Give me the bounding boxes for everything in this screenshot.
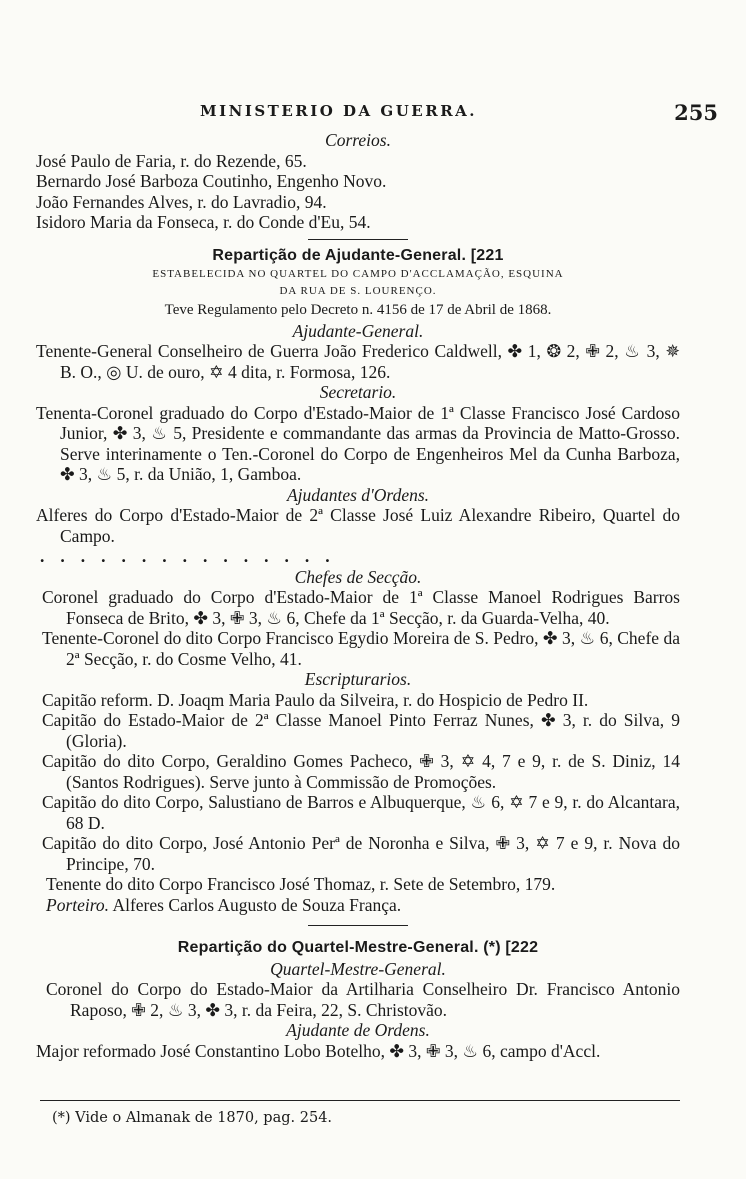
section-subtitle: Quartel-Mestre-General. xyxy=(270,958,446,979)
porteiro-text: Alferes Carlos Augusto de Souza França. xyxy=(109,894,402,915)
list-item: Coronel do Corpo do Estado-Maior da Artilharia Conselheiro Dr. Francisco Antonio Raposo, ✙ 2, ♨ 3, ✤ 3, r. da Feira, 22, S. Christovão. xyxy=(46,979,680,1020)
list-item: Tenente-General Conselheiro de Guerra João Frederico Caldwell, ✤ 1, ❂ 2, ✙ 2, ♨ 3, ✵ B. O., ◎ U. de ouro, ✡ 4 dita, r. Formosa, 126. xyxy=(36,341,680,382)
porteiro-line xyxy=(46,895,680,916)
porteiro-label: Porteiro. xyxy=(46,894,110,915)
list-item: Major reformado José Constantino Lobo Botelho, ✤ 3, ✙ 3, ♨ 6, campo d'Accl. xyxy=(36,1040,601,1061)
divider xyxy=(308,239,408,240)
list-item: Tenenta-Coronel graduado do Corpo d'Estado-Maior de 1ª Classe Francisco José Cardoso Junior, ✤ 3, ♨ 5, Presidente e commandante das armas da Provincia de Matto-Grosso. Serve interinamente o Ten.-Coronel do Corpo de Engenheiros Mel da Cunha Barboza, ✤ 3, ♨ 5, r. da União, 1, Gamboa. xyxy=(36,402,680,484)
list-item: Alferes do Corpo d'Estado-Maior de 2ª Classe José Luiz Alexandre Ribeiro, Quartel do Campo. xyxy=(36,505,680,546)
section-subtitle: Correios. xyxy=(325,130,391,150)
main-content xyxy=(36,130,680,1061)
establishment-line: DA RUA DE S. LOURENÇO. xyxy=(279,285,437,297)
dotted-separator: ............... xyxy=(40,546,346,566)
list-item: Tenente-Coronel do dito Corpo Francisco Egydio Moreira de S. Pedro, ✤ 3, ♨ 6, Chefe da 2ª Secção, r. do Cosme Velho, 41. xyxy=(42,628,680,669)
list-item: José Paulo de Faria, r. do Rezende, 65. xyxy=(36,150,307,171)
establishment-line: ESTABELECIDA NO QUARTEL DO CAMPO D'ACCLAMAÇÃO, ESQUINA xyxy=(152,268,564,280)
list-item: Isidoro Maria da Fonseca, r. do Conde d'Eu, 54. xyxy=(36,212,371,232)
footnote-divider xyxy=(40,1100,680,1101)
list-item: Capitão do Estado-Maior de 2ª Classe Manoel Pinto Ferraz Nunes, ✤ 3, r. do Silva, 9 (Gloria). xyxy=(42,710,680,751)
list-item: João Fernandes Alves, r. do Lavradio, 94. xyxy=(36,191,327,212)
section-subtitle: Secretario. xyxy=(319,382,397,402)
section-heading: Repartição de Ajudante-General. [221 xyxy=(212,246,504,264)
footnote: (*) Vide o Almanak de 1870, pag. 254. xyxy=(52,1110,333,1126)
list-item: Capitão do dito Corpo, José Antonio Perª de Noronha e Silva, ✙ 3, ✡ 7 e 9, r. Nova do Principe, 70. xyxy=(42,833,680,874)
list-item: Tenente do dito Corpo Francisco José Thomaz, r. Sete de Setembro, 179. xyxy=(46,874,556,894)
page-header xyxy=(0,100,746,130)
divider xyxy=(308,925,408,926)
list-item: Bernardo José Barboza Coutinho, Engenho Novo. xyxy=(36,171,387,191)
section-subtitle: Escripturarios. xyxy=(304,669,412,689)
list-item: Capitão do dito Corpo, Salustiano de Barros e Albuquerque, ♨ 6, ✡ 7 e 9, r. do Alcantara, 68 D. xyxy=(42,792,680,833)
section-subtitle: Chefes de Secção. xyxy=(294,566,422,587)
section-subtitle: Ajudante-General. xyxy=(292,320,424,341)
section-heading: Repartição do Quartel-Mestre-General. (*) [222 xyxy=(177,939,539,956)
regulation-note: Teve Regulamento pelo Decreto n. 4156 de 17 de Abril de 1868. xyxy=(164,302,552,318)
page-number: 255 xyxy=(674,100,718,125)
section-subtitle: Ajudante de Ordens. xyxy=(286,1020,430,1040)
running-title: MINISTERIO DA GUERRA. xyxy=(200,102,478,120)
list-item: Capitão do dito Corpo, Geraldino Gomes Pacheco, ✙ 3, ✡ 4, 7 e 9, r. de S. Diniz, 14 (Santos Rodrigues). Serve junto à Commissão de Promoções. xyxy=(42,751,680,792)
list-item: Coronel graduado do Corpo d'Estado-Maior de 1ª Classe Manoel Rodrigues Barros Fonseca de Brito, ✤ 3, ✙ 3, ♨ 6, Chefe da 1ª Secção, r. da Guarda-Velha, 40. xyxy=(42,587,680,628)
section-subtitle: Ajudantes d'Ordens. xyxy=(286,484,430,505)
list-item: Capitão reform. D. Joaqm Maria Paulo da Silveira, r. do Hospicio de Pedro II. xyxy=(42,689,589,710)
